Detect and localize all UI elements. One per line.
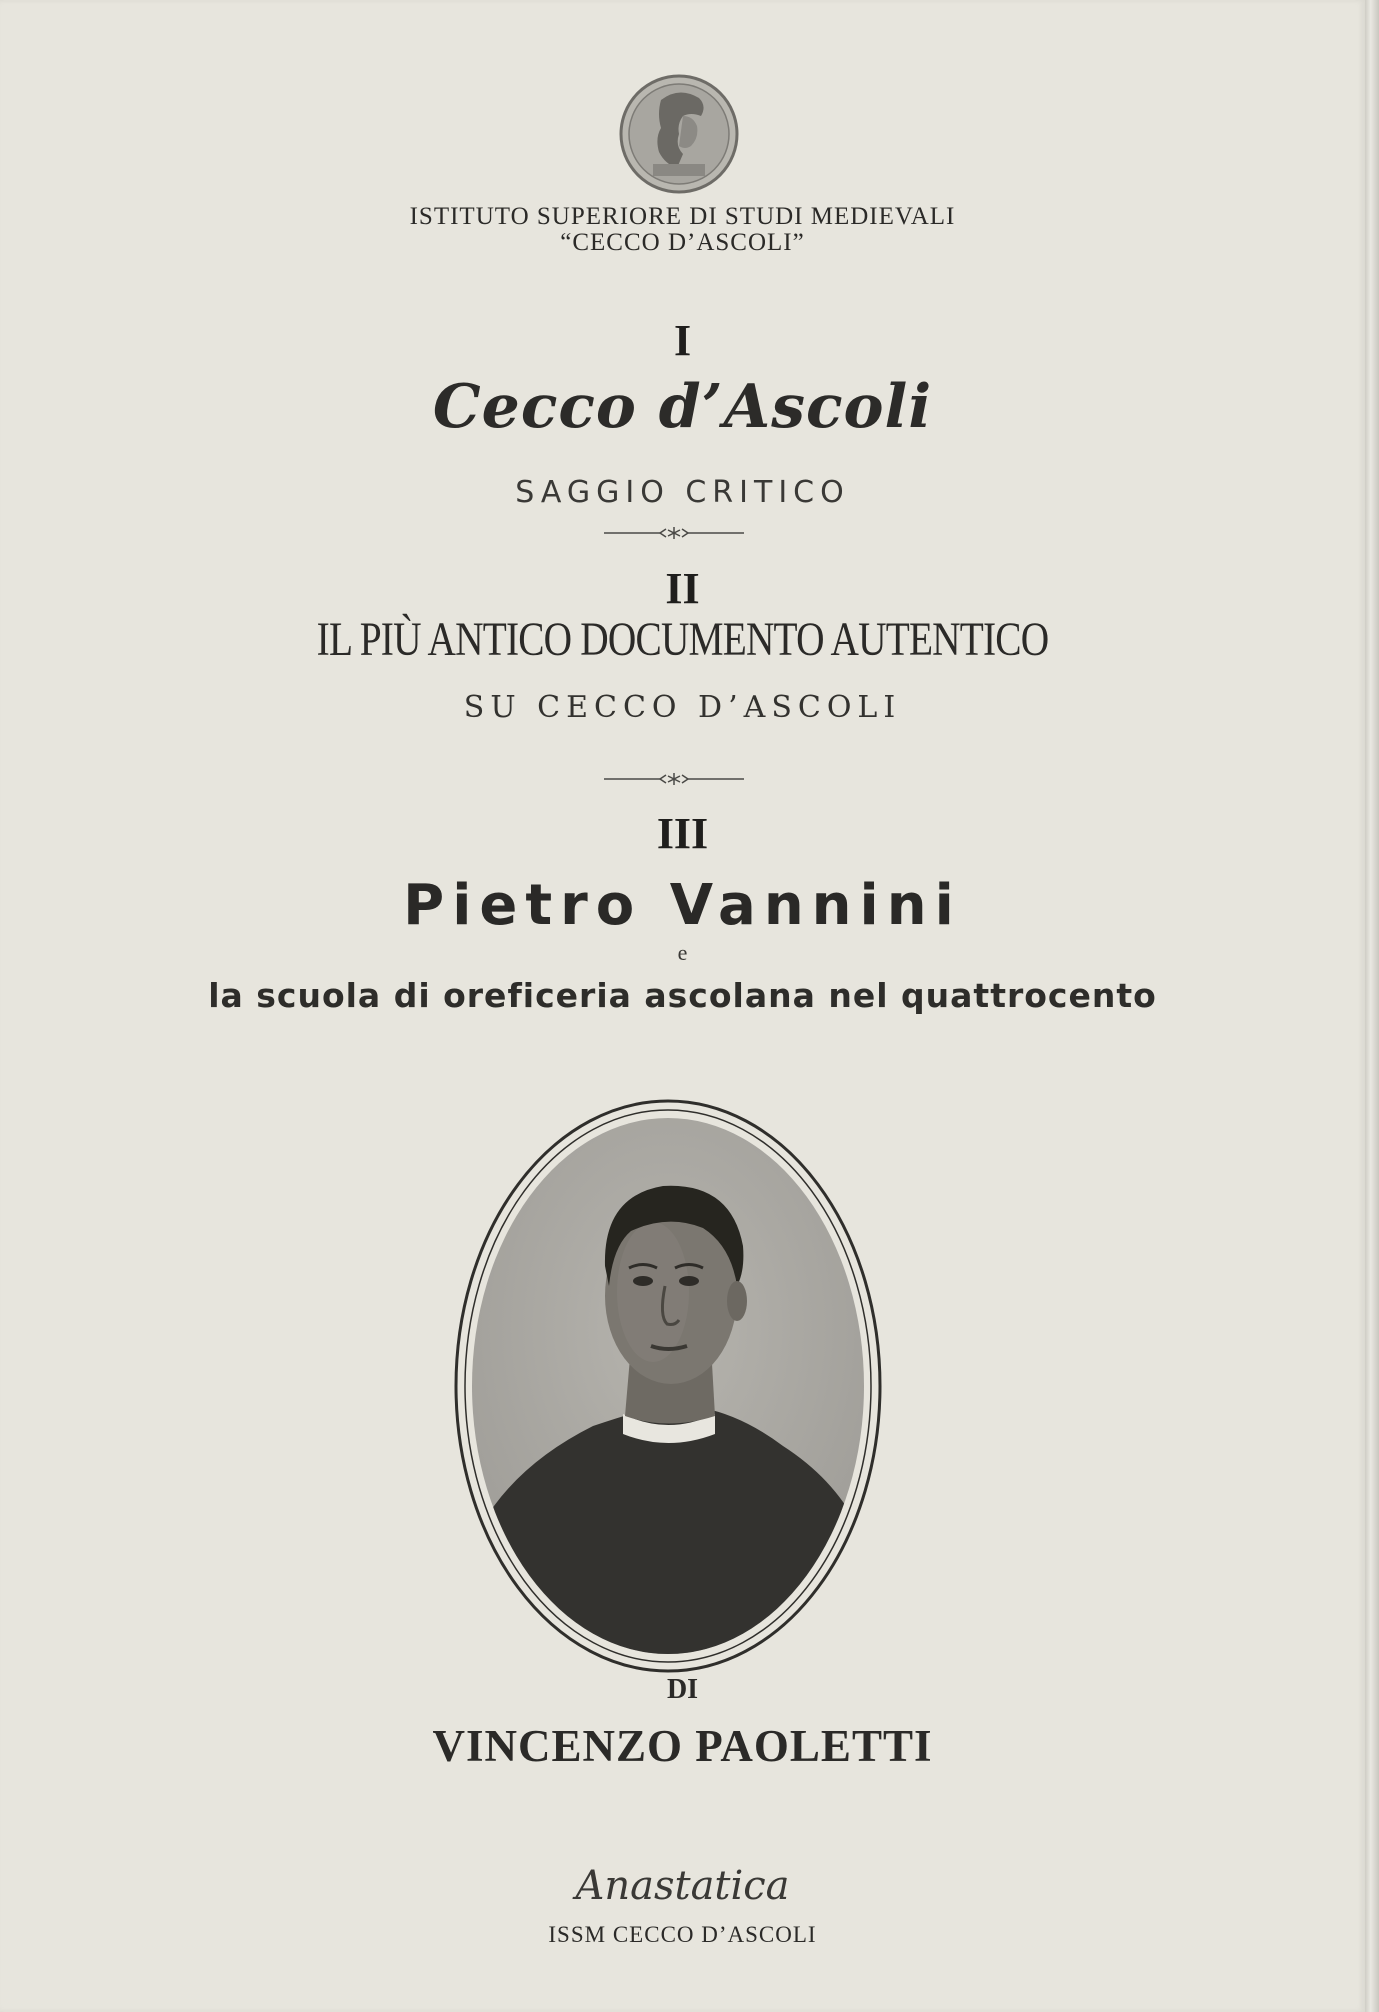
section-numeral-2: II [665,564,700,613]
author-name: VINCENZO PAOLETTI [432,1721,933,1771]
section-numeral-1: I [673,316,692,365]
institute-name: ISTITUTO SUPERIORE DI STUDI MEDIEVALI [409,203,956,230]
author-portrait [453,1096,883,1676]
medal-logo-icon [617,72,741,196]
section-subtitle-2: SU CECCO D’ASCOLI [463,690,902,725]
publisher-series: Anastatica [575,1863,790,1909]
page-edge [1365,0,1379,2012]
ornament-divider-icon [604,772,744,786]
section-title-3: Pietro Vannini [403,873,962,938]
section-title-2: IL PIÙ ANTICO DOCUMENTO AUTENTICO [316,613,1049,666]
section-conjunction: e [677,940,688,965]
section-subtitle-3: la scuola di oreficeria ascolana nel quattrocento [208,976,1157,1015]
publisher-name: ISSM CECCO D’ASCOLI [548,1922,817,1947]
byline-prefix: DI [666,1674,699,1705]
section-subtitle-1: SAGGIO CRITICO [515,475,850,510]
section-numeral-3: III [656,809,709,858]
institute-subtitle: “CECCO D’ASCOLI” [560,229,805,256]
ornament-divider-icon [604,526,744,540]
section-title-1: Cecco d’Ascoli [432,372,933,442]
